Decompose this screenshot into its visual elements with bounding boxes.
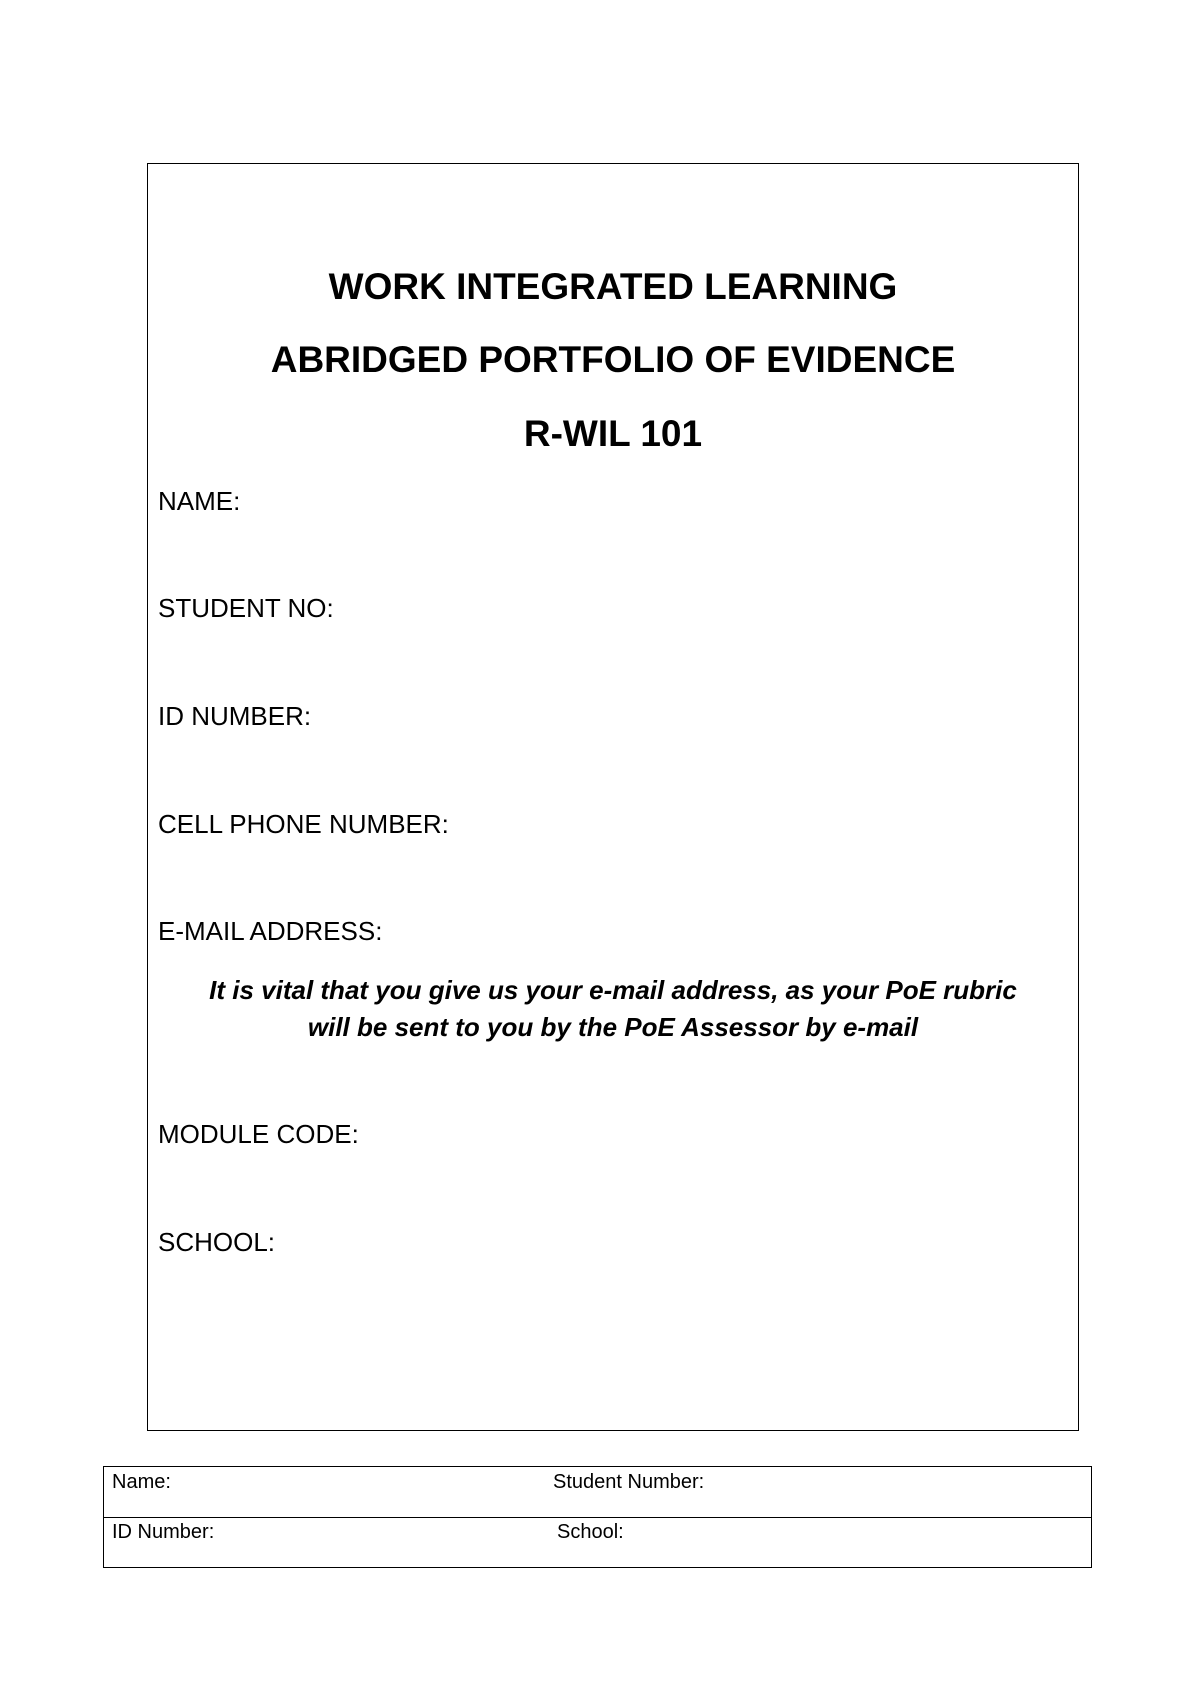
title-line-2: ABRIDGED PORTFOLIO OF EVIDENCE xyxy=(270,339,956,380)
module-code-field-label: MODULE CODE: xyxy=(158,1119,359,1149)
cell-phone-field-label: CELL PHONE NUMBER: xyxy=(158,809,449,839)
footer-info-table xyxy=(103,1466,1092,1568)
footer-id-number-label: ID Number: xyxy=(112,1521,215,1543)
footer-row xyxy=(104,1517,1091,1567)
module-title: R-WIL 101 xyxy=(523,413,703,454)
email-notice-line-1: It is vital that you give us your e-mail address, as your PoE rubric xyxy=(209,975,1017,1005)
footer-name-label: Name: xyxy=(112,1471,171,1493)
student-no-field-label: STUDENT NO: xyxy=(158,593,334,623)
email-notice xyxy=(148,972,1078,1046)
footer-row xyxy=(104,1467,1091,1518)
email-field-label: E-MAIL ADDRESS: xyxy=(158,916,383,946)
school-field-label: SCHOOL: xyxy=(158,1227,276,1257)
footer-school-label: School: xyxy=(557,1521,624,1543)
title-line-1: WORK INTEGRATED LEARNING xyxy=(328,266,898,307)
id-number-field-label: ID NUMBER: xyxy=(158,701,312,731)
footer-student-number-label: Student Number: xyxy=(553,1471,705,1493)
email-notice-line-2: will be sent to you by the PoE Assessor by e-mail xyxy=(307,1012,919,1042)
cover-page-frame xyxy=(147,163,1079,1431)
name-field-label: NAME: xyxy=(158,486,241,516)
